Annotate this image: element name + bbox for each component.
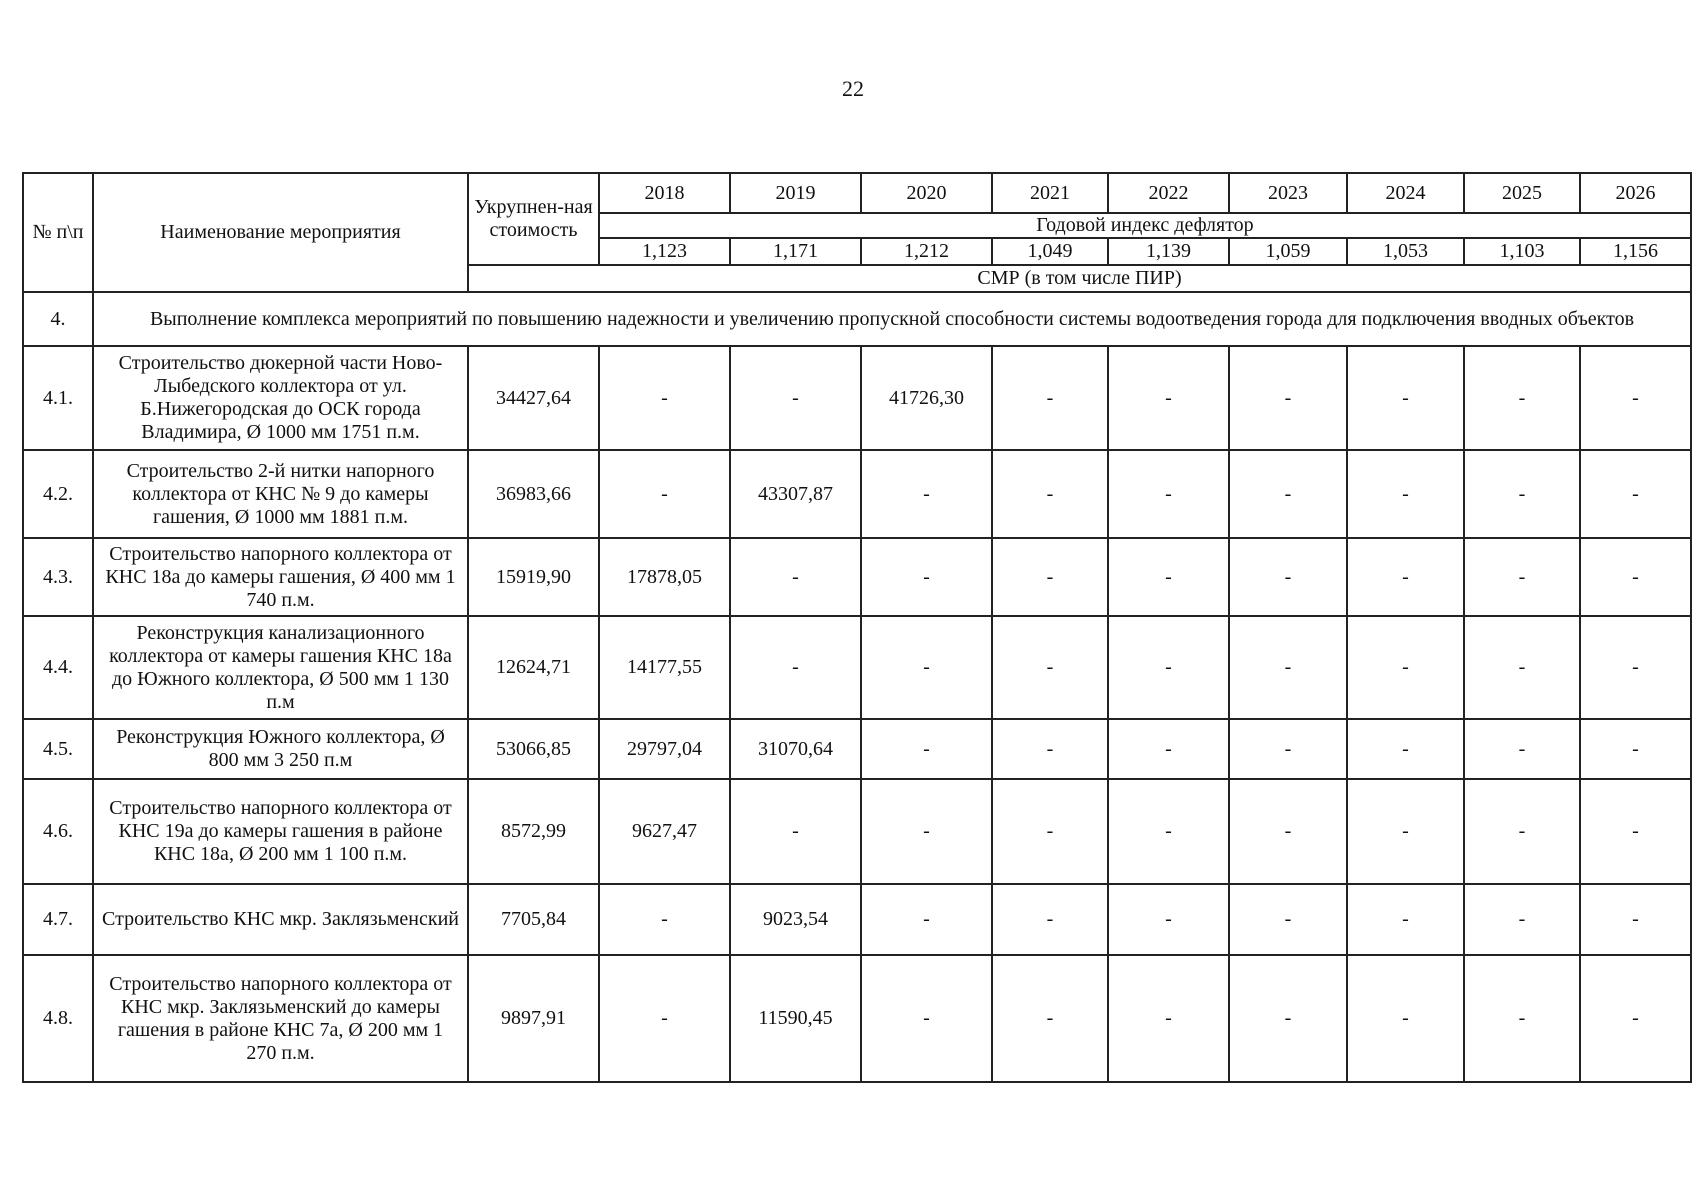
row-year-value: - <box>1229 884 1347 955</box>
row-year-value: - <box>1229 955 1347 1082</box>
row-year-value: 29797,04 <box>599 719 730 779</box>
row-year-value: - <box>730 346 861 450</box>
row-year-value: - <box>730 616 861 719</box>
row-year-value: - <box>1464 450 1580 538</box>
row-year-value: 43307,87 <box>730 450 861 538</box>
row-year-value: - <box>1108 538 1229 616</box>
row-year-value: - <box>1347 884 1464 955</box>
row-year-value: - <box>992 538 1108 616</box>
row-num: 4.7. <box>23 884 93 955</box>
row-name: Строительство напорного коллектора от КНС мкр. Заклязьменский до камеры гашения в районе КНС 7а, Ø 200 мм 1 270 п.м. <box>93 955 468 1082</box>
row-name: Строительство дюкерной части Ново-Лыбедского коллектора от ул. Б.Нижегородская до ОСК города Владимира, Ø 1000 мм 1751 п.м. <box>93 346 468 450</box>
table-row <box>23 538 1691 616</box>
header-years-row <box>23 173 1691 213</box>
deflator-value: 1,049 <box>992 238 1108 265</box>
row-year-value: 9627,47 <box>599 779 730 884</box>
row-year-value: - <box>1464 538 1580 616</box>
row-year-value: - <box>861 955 992 1082</box>
row-year-value: - <box>992 450 1108 538</box>
row-year-value: - <box>992 719 1108 779</box>
row-cost: 8572,99 <box>468 779 599 884</box>
deflator-value: 1,171 <box>730 238 861 265</box>
row-cost: 7705,84 <box>468 884 599 955</box>
header-year: 2023 <box>1229 173 1347 213</box>
row-year-value: 17878,05 <box>599 538 730 616</box>
row-year-value: - <box>599 884 730 955</box>
table-row <box>23 884 1691 955</box>
row-year-value: - <box>1347 450 1464 538</box>
header-year: 2018 <box>599 173 730 213</box>
deflator-value: 1,212 <box>861 238 992 265</box>
row-year-value: - <box>1580 719 1691 779</box>
row-year-value: - <box>1108 719 1229 779</box>
row-cost: 15919,90 <box>468 538 599 616</box>
header-cost: Укрупнен-ная стоимость <box>468 173 599 265</box>
row-year-value: - <box>1347 955 1464 1082</box>
row-year-value: - <box>1580 616 1691 719</box>
deflator-value: 1,156 <box>1580 238 1691 265</box>
table-row <box>23 450 1691 538</box>
row-name: Реконструкция канализационного коллектора от камеры гашения КНС 18а до Южного коллектора, Ø 500 мм 1 130 п.м <box>93 616 468 719</box>
section-num: 4. <box>23 292 93 346</box>
row-year-value: - <box>1229 538 1347 616</box>
table-row <box>23 779 1691 884</box>
row-year-value: - <box>1229 719 1347 779</box>
row-num: 4.3. <box>23 538 93 616</box>
row-year-value: - <box>1347 538 1464 616</box>
row-year-value: - <box>599 346 730 450</box>
row-cost: 53066,85 <box>468 719 599 779</box>
row-year-value: - <box>1108 450 1229 538</box>
table-body <box>23 292 1691 1082</box>
row-num: 4.6. <box>23 779 93 884</box>
header-year: 2024 <box>1347 173 1464 213</box>
row-year-value: 31070,64 <box>730 719 861 779</box>
table-header <box>23 173 1691 292</box>
header-num: № п\п <box>23 173 93 292</box>
row-year-value: - <box>1464 884 1580 955</box>
row-year-value: - <box>1580 779 1691 884</box>
measures-table <box>22 172 1692 1083</box>
row-year-value: - <box>992 616 1108 719</box>
row-year-value: - <box>1108 616 1229 719</box>
row-year-value: - <box>992 884 1108 955</box>
header-year: 2021 <box>992 173 1108 213</box>
deflator-value: 1,139 <box>1108 238 1229 265</box>
deflator-value: 1,103 <box>1464 238 1580 265</box>
header-year: 2019 <box>730 173 861 213</box>
row-year-value: - <box>1229 616 1347 719</box>
row-year-value: 41726,30 <box>861 346 992 450</box>
row-year-value: - <box>1347 719 1464 779</box>
row-name: Строительство напорного коллектора от КНС 18а до камеры гашения, Ø 400 мм 1 740 п.м. <box>93 538 468 616</box>
row-year-value: - <box>1580 346 1691 450</box>
header-year: 2026 <box>1580 173 1691 213</box>
row-year-value: - <box>861 719 992 779</box>
row-year-value: - <box>992 779 1108 884</box>
table-row <box>23 955 1691 1082</box>
header-name: Наименование мероприятия <box>93 173 468 292</box>
row-year-value: - <box>1347 616 1464 719</box>
smr-label: СМР (в том числе ПИР) <box>468 265 1691 292</box>
row-year-value: - <box>1229 346 1347 450</box>
row-name: Строительство КНС мкр. Заклязьменский <box>93 884 468 955</box>
row-year-value: - <box>730 779 861 884</box>
row-year-value: - <box>1108 884 1229 955</box>
row-num: 4.8. <box>23 955 93 1082</box>
row-year-value: - <box>1229 779 1347 884</box>
table-row <box>23 616 1691 719</box>
deflator-value: 1,123 <box>599 238 730 265</box>
row-year-value: - <box>1108 955 1229 1082</box>
row-year-value: - <box>599 955 730 1082</box>
row-cost: 34427,64 <box>468 346 599 450</box>
row-year-value: - <box>861 884 992 955</box>
row-year-value: - <box>992 346 1108 450</box>
row-name: Строительство 2-й нитки напорного коллектора от КНС № 9 до камеры гашения, Ø 1000 мм 1881 п.м. <box>93 450 468 538</box>
deflator-value: 1,059 <box>1229 238 1347 265</box>
row-year-value: - <box>1580 450 1691 538</box>
deflator-value: 1,053 <box>1347 238 1464 265</box>
row-year-value: - <box>599 450 730 538</box>
row-year-value: - <box>1580 538 1691 616</box>
row-year-value: - <box>1347 346 1464 450</box>
row-num: 4.2. <box>23 450 93 538</box>
row-year-value: - <box>861 538 992 616</box>
row-year-value: - <box>861 616 992 719</box>
row-num: 4.1. <box>23 346 93 450</box>
row-year-value: - <box>1108 346 1229 450</box>
row-num: 4.4. <box>23 616 93 719</box>
row-year-value: 9023,54 <box>730 884 861 955</box>
row-year-value: - <box>1464 719 1580 779</box>
row-name: Реконструкция Южного коллектора, Ø 800 мм 3 250 п.м <box>93 719 468 779</box>
row-num: 4.5. <box>23 719 93 779</box>
header-year: 2020 <box>861 173 992 213</box>
row-cost: 9897,91 <box>468 955 599 1082</box>
row-year-value: - <box>1580 884 1691 955</box>
row-year-value: - <box>1464 616 1580 719</box>
row-year-value: - <box>1464 779 1580 884</box>
page-number: 22 <box>842 76 864 101</box>
row-year-value: - <box>1464 955 1580 1082</box>
row-year-value: - <box>1580 955 1691 1082</box>
section-row <box>23 292 1691 346</box>
row-name: Строительство напорного коллектора от КНС 19а до камеры гашения в районе КНС 18а, Ø 200 мм 1 100 п.м. <box>93 779 468 884</box>
row-year-value: - <box>1347 779 1464 884</box>
deflator-label: Годовой индекс дефлятор <box>599 213 1691 238</box>
row-cost: 12624,71 <box>468 616 599 719</box>
row-year-value: - <box>861 779 992 884</box>
row-cost: 36983,66 <box>468 450 599 538</box>
row-year-value: - <box>1464 346 1580 450</box>
row-year-value: - <box>1108 779 1229 884</box>
row-year-value: - <box>992 955 1108 1082</box>
row-year-value: - <box>1229 450 1347 538</box>
row-year-value: 14177,55 <box>599 616 730 719</box>
table-row <box>23 719 1691 779</box>
row-year-value: - <box>730 538 861 616</box>
header-year: 2025 <box>1464 173 1580 213</box>
table-row <box>23 346 1691 450</box>
row-year-value: - <box>861 450 992 538</box>
row-year-value: 11590,45 <box>730 955 861 1082</box>
header-year: 2022 <box>1108 173 1229 213</box>
section-title: Выполнение комплекса мероприятий по повышению надежности и увеличению пропускной способности системы водоотведения города для подключения вводных объектов <box>93 292 1691 346</box>
